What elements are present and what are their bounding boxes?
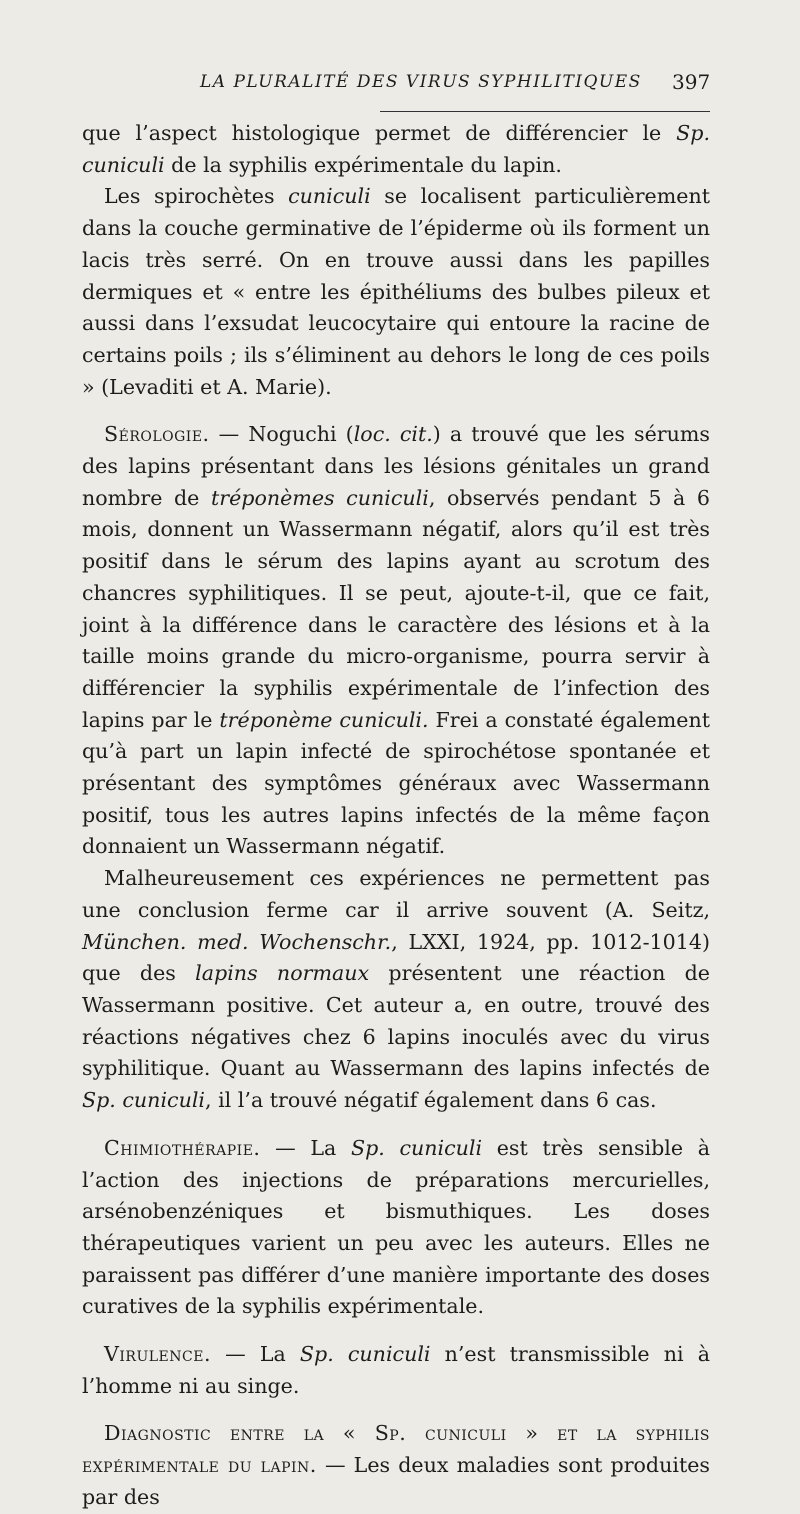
section-diagnostic: Diagnostic entre la « Sp. cuniculi » et la syphilis expérimentale du lapin. — Les deux maladies sont produites par des [82, 1421, 711, 1509]
body-text [82, 118, 710, 1514]
section-heading: Chimiothérapie. [104, 1135, 261, 1160]
running-title: LA PLURALITÉ DES VIRUS SYPHILITIQUES [200, 72, 642, 92]
header-rule [380, 111, 710, 112]
page-number: 397 [672, 70, 711, 94]
section-heading: Diagnostic entre la « Sp. cuniculi » et la syphilis expérimentale du lapin. [82, 1421, 710, 1478]
paragraph-continuation: que l’aspect histologique permet de différencier le Sp. cuniculi de la syphilis expérimentale du lapin. [82, 121, 710, 177]
section-heading: Sérologie. [104, 422, 210, 447]
section-serologie: Sérologie. — Noguchi (loc. cit.) a trouvé que les sérums des lapins présentant dans les lésions génitales un grand nombre de tréponèmes cuniculi, observés pendant 5 à 6 mois, donnent un Wassermann négatif, alors qu’il est très positif dans le sérum des lapins ayant au scrotum des chancres syphilitiques. Il se peut, ajoute-t-il, que ce fait, joint à la différence dans le caractère des lésions et à la taille moins grande du micro-organisme, pourra servir à différencier la syphilis expérimentale de l’infection des lapins par le tréponème cuniculi. Frei a constaté également qu’à part un lapin infecté de spirochétose spontanée et présentant des symptômes généraux avec Wassermann positif, tous les autres lapins infectés de la même façon donnaient un Wassermann négatif. [82, 422, 711, 859]
section-heading: Virulence. [104, 1342, 211, 1367]
paragraph-spirochetes: Les spirochètes cuniculi se localisent particulièrement dans la couche germinative de l’épiderme où ils forment un lacis très serré. On en trouve aussi dans les papilles dermiques et « entre les épithéliums des bulbes pileux et aussi dans l’exsudat leucocytaire qui entoure la racine de certains poils ; ils s’éliminent au dehors le long de ces poils » (Levaditi et A. Marie). [82, 184, 710, 399]
paragraph-malheureusement: Malheureusement ces expériences ne permettent pas une conclusion ferme car il arrive souvent (A. Seitz, München. med. Wochenschr., LXXI, 1924, pp. 1012-1014) que des lapins normaux présentent une réaction de Wassermann positive. Cet auteur a, en outre, trouvé des réactions négatives chez 6 lapins inoculés avec du virus syphilitique. Quant au Wassermann des lapins infectés de Sp. cuniculi, il l’a trouvé négatif également dans 6 cas. [82, 866, 710, 1113]
section-virulence: Virulence. — La Sp. cuniculi n’est transmissible ni à l’homme ni au singe. [82, 1342, 710, 1398]
section-chimiotherapie: Chimiothérapie. — La Sp. cuniculi est très sensible à l’action des injections de préparations mercurielles, arsénobenzéniques et bismuthiques. Les doses thérapeutiques varient un peu avec les auteurs. Elles ne paraissent pas différer d’une manière importante des doses curatives de la syphilis expérimentale. [82, 1135, 711, 1319]
